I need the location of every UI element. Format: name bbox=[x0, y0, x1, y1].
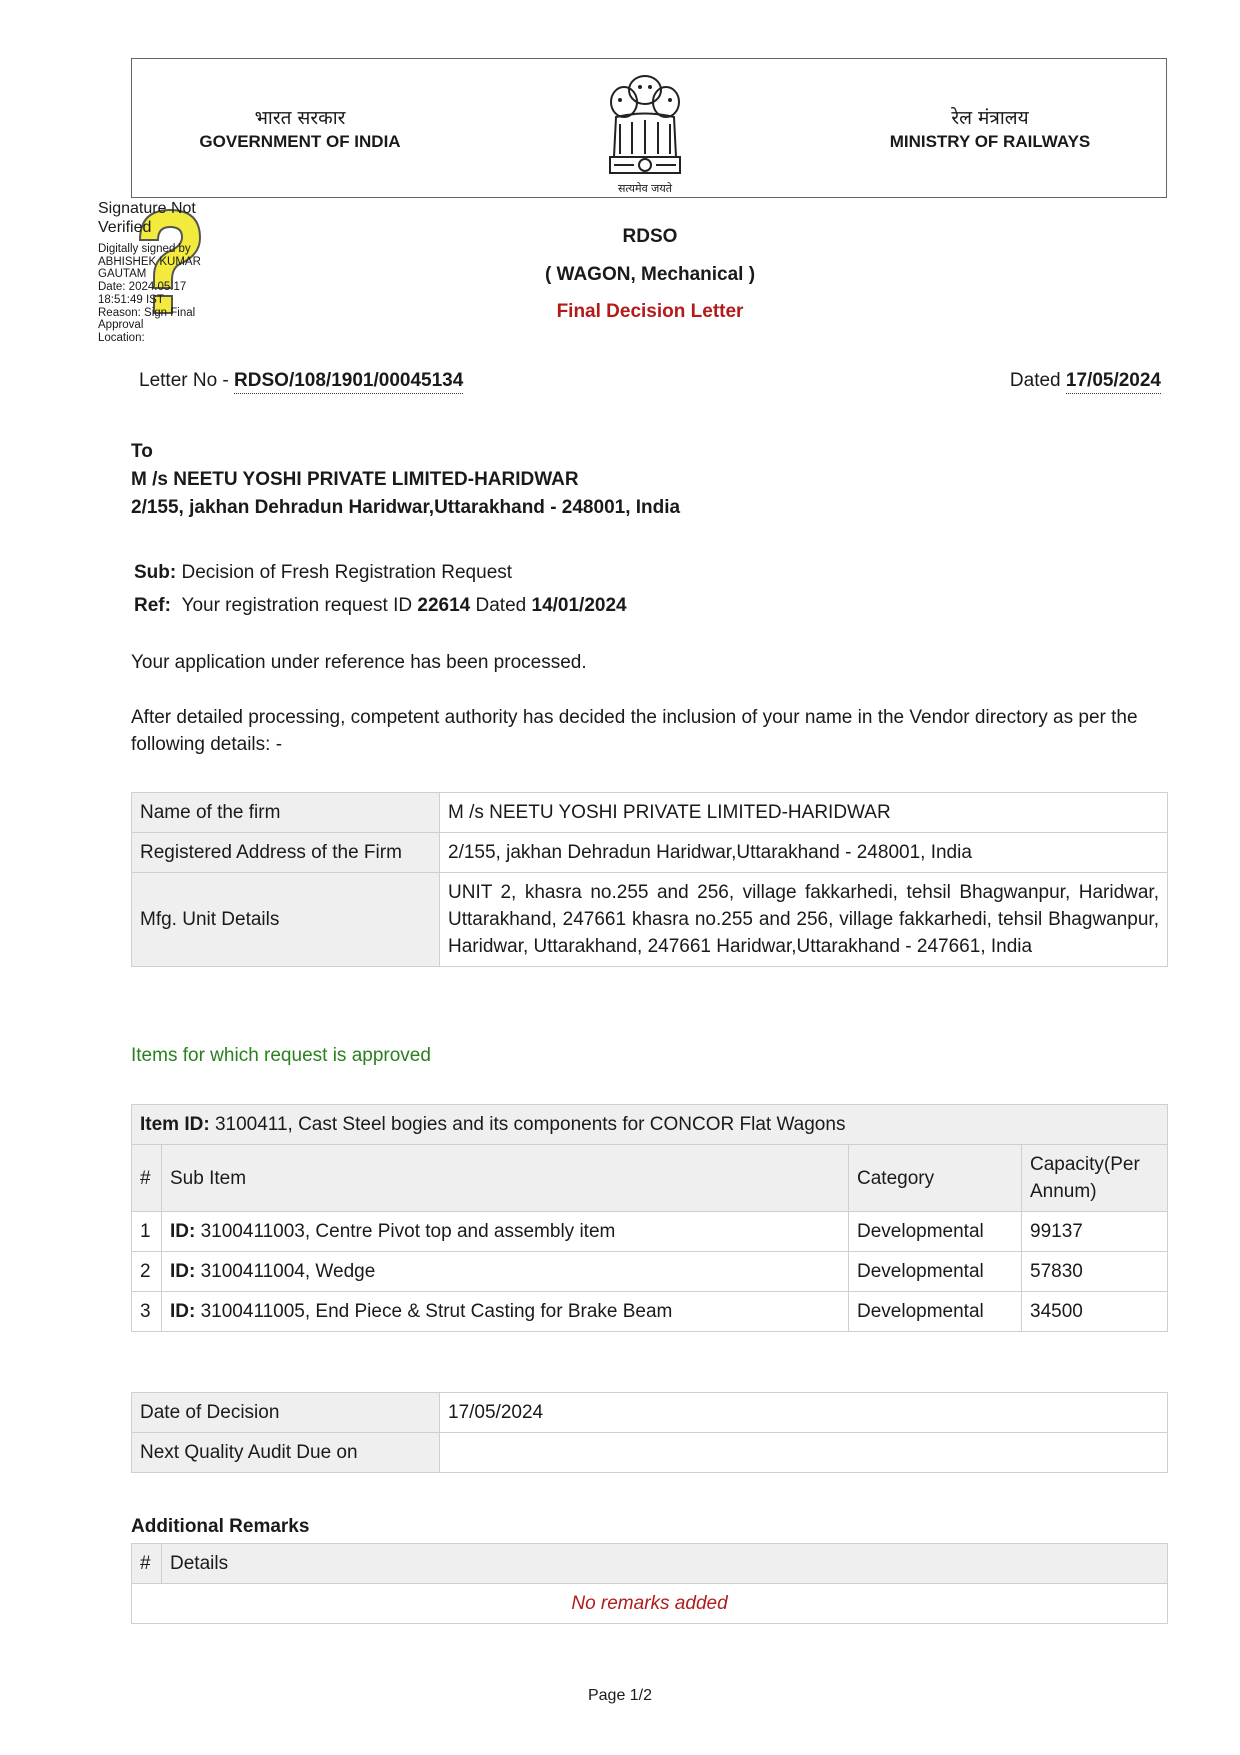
recipient-address: 2/155, jakhan Dehradun Haridwar,Uttarakhand - 248001, India bbox=[131, 497, 681, 518]
row-num: 1 bbox=[132, 1212, 162, 1252]
item-header-row bbox=[132, 1105, 1168, 1145]
ref-text1: Your registration request ID bbox=[181, 595, 418, 616]
row-category: Developmental bbox=[849, 1292, 1022, 1332]
signature-date: Date: 2024.05.17 18:51:49 IST bbox=[98, 281, 187, 306]
firm-label-address: Registered Address of the Firm bbox=[132, 833, 440, 873]
remarks-heading: Additional Remarks bbox=[131, 1516, 310, 1537]
to-label: To bbox=[131, 441, 153, 462]
audit-due-value bbox=[440, 1433, 1168, 1473]
table-row bbox=[132, 793, 1168, 833]
ref-id: 22614 bbox=[417, 595, 471, 616]
row-sub-item bbox=[162, 1212, 849, 1252]
firm-details-table bbox=[131, 792, 1168, 967]
row-sub-item bbox=[162, 1252, 849, 1292]
body-paragraph-1: Your application under reference has been processed. bbox=[131, 652, 587, 673]
sub-item-text: 3100411005, End Piece & Strut Casting for Brake Beam bbox=[195, 1301, 673, 1322]
table-row bbox=[132, 873, 1168, 967]
no-remarks: No remarks added bbox=[132, 1584, 1168, 1624]
org-title: RDSO bbox=[622, 226, 678, 247]
item-header bbox=[132, 1105, 1168, 1145]
signature-details bbox=[98, 243, 223, 345]
items-column-headers bbox=[132, 1145, 1168, 1212]
table-row bbox=[132, 1212, 1168, 1252]
table-row bbox=[132, 1252, 1168, 1292]
row-sub-item bbox=[162, 1292, 849, 1332]
col-category: Category bbox=[849, 1145, 1022, 1212]
govt-hindi: भारत सरकार bbox=[254, 107, 346, 129]
firm-label-mfg: Mfg. Unit Details bbox=[132, 873, 440, 967]
id-label: ID: bbox=[170, 1261, 196, 1282]
doc-type: Final Decision Letter bbox=[556, 301, 744, 322]
ref-date: 14/01/2024 bbox=[531, 595, 627, 616]
row-capacity: 57830 bbox=[1022, 1252, 1168, 1292]
decision-date-value: 17/05/2024 bbox=[440, 1393, 1168, 1433]
firm-value-name: M /s NEETU YOSHI PRIVATE LIMITED-HARIDWAR bbox=[440, 793, 1168, 833]
item-id-label: Item ID: bbox=[140, 1114, 210, 1135]
remarks-table bbox=[131, 1543, 1168, 1624]
sub-item-text: 3100411003, Centre Pivot top and assembly item bbox=[195, 1221, 616, 1242]
letter-date bbox=[1010, 370, 1161, 392]
remarks-col-details: Details bbox=[162, 1544, 1168, 1584]
sub-label: Sub: bbox=[134, 562, 177, 583]
id-label: ID: bbox=[170, 1221, 196, 1242]
row-capacity: 34500 bbox=[1022, 1292, 1168, 1332]
signature-location: Location: bbox=[98, 331, 145, 344]
row-category: Developmental bbox=[849, 1252, 1022, 1292]
signature-status: Signature Not Verified bbox=[98, 200, 196, 236]
letter-no-label: Letter No - bbox=[139, 370, 235, 391]
signed-by-label: Digitally signed by bbox=[98, 243, 191, 255]
ministry-hindi: रेल मंत्रालय bbox=[951, 107, 1029, 129]
firm-value-address: 2/155, jakhan Dehradun Haridwar,Uttarakhand - 248001, India bbox=[440, 833, 1168, 873]
firm-label-name: Name of the firm bbox=[132, 793, 440, 833]
table-row bbox=[132, 1393, 1168, 1433]
items-table bbox=[131, 1104, 1168, 1332]
col-capacity: Capacity(Per Annum) bbox=[1022, 1145, 1168, 1212]
sub-text: Decision of Fresh Registration Request bbox=[176, 562, 513, 583]
subject-block bbox=[134, 556, 627, 622]
recipient-name: M /s NEETU YOSHI PRIVATE LIMITED-HARIDWAR bbox=[131, 469, 579, 490]
row-capacity: 99137 bbox=[1022, 1212, 1168, 1252]
ashoka-emblem-icon bbox=[590, 62, 700, 198]
department: ( WAGON, Mechanical ) bbox=[544, 264, 756, 285]
signature-reason: Reason: Sign Final Approval bbox=[98, 306, 196, 332]
subject-line bbox=[134, 556, 627, 589]
remarks-header-row bbox=[132, 1544, 1168, 1584]
recipient bbox=[131, 438, 680, 522]
ministry-english: MINISTRY OF RAILWAYS bbox=[889, 132, 1091, 151]
page-number: Page 1/2 bbox=[587, 1687, 653, 1704]
body-paragraph-2: After detailed processing, competent authority has decided the inclusion of your name in the Vendor directory as per the following details: - bbox=[131, 707, 1138, 755]
letter-no-value: RDSO/108/1901/00045134 bbox=[234, 370, 463, 394]
dated-label: Dated bbox=[1009, 370, 1066, 391]
decision-table bbox=[131, 1392, 1168, 1473]
ref-line bbox=[134, 589, 627, 622]
row-category: Developmental bbox=[849, 1212, 1022, 1252]
col-sub-item: Sub Item bbox=[162, 1145, 849, 1212]
audit-due-label: Next Quality Audit Due on bbox=[132, 1433, 440, 1473]
approved-heading: Items for which request is approved bbox=[131, 1045, 431, 1066]
sub-item-text: 3100411004, Wedge bbox=[195, 1261, 376, 1282]
dated-value: 17/05/2024 bbox=[1066, 370, 1161, 394]
col-num: # bbox=[132, 1145, 162, 1212]
table-row bbox=[132, 1584, 1168, 1624]
table-row bbox=[132, 833, 1168, 873]
row-num: 3 bbox=[132, 1292, 162, 1332]
firm-value-mfg: UNIT 2, khasra no.255 and 256, village fakkarhedi, tehsil Bhagwanpur, Haridwar, Uttarakhand, 247661 khasra no.255 and 256, village fakkarhedi, tehsil Bhagwanpur, Haridwar, Uttarakhand, 247661 Haridwar,Uttarakhand - 247661, India bbox=[440, 873, 1168, 967]
item-id-text: 3100411, Cast Steel bogies and its components for CONCOR Flat Wagons bbox=[209, 1114, 846, 1135]
table-row bbox=[132, 1292, 1168, 1332]
letter-number bbox=[139, 370, 463, 392]
signer-name: ABHISHEK KUMAR GAUTAM bbox=[98, 255, 201, 281]
ref-label: Ref: bbox=[134, 595, 171, 616]
table-row bbox=[132, 1433, 1168, 1473]
id-label: ID: bbox=[170, 1301, 196, 1322]
govt-english: GOVERNMENT OF INDIA bbox=[199, 132, 401, 151]
ref-text2: Dated bbox=[470, 595, 532, 616]
remarks-col-num: # bbox=[132, 1544, 162, 1584]
emblem-motto: सत्यमेव जयते bbox=[617, 182, 672, 195]
row-num: 2 bbox=[132, 1252, 162, 1292]
decision-date-label: Date of Decision bbox=[132, 1393, 440, 1433]
